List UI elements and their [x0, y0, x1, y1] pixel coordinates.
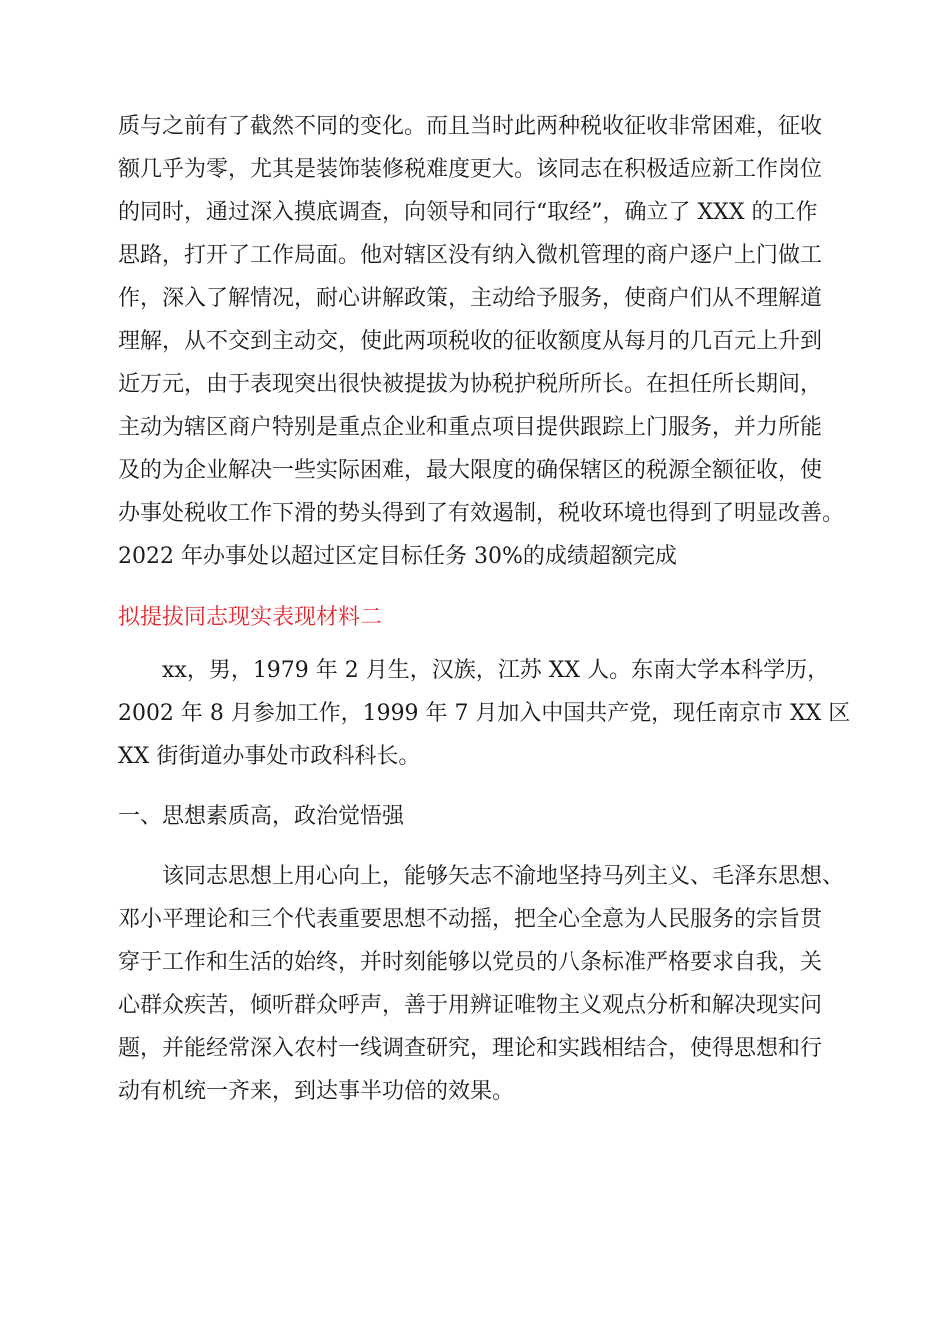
text-line: xx，男，1979 年 2 月生，汉族，江苏 XX 人。东南大学本科学历， [162, 658, 830, 683]
text-line: 2022 年办事处以超过区定目标任务 30%的成绩超额完成 [118, 544, 677, 569]
text-line: 质与之前有了截然不同的变化。而且当时此两种税收征收非常困难，征收 [118, 114, 823, 139]
text-line: 题，并能经常深入农村一线调查研究，理论和实践相结合，使得思想和行 [118, 1036, 823, 1061]
section-title: 拟提拔同志现实表现材料二 [118, 605, 383, 630]
heading-ideology: 一、思想素质高，政治觉悟强 [118, 804, 405, 829]
text-line: 思路，打开了工作局面。他对辖区没有纳入微机管理的商户逐户上门做工 [118, 243, 823, 268]
text-line: 作，深入了解情况，耐心讲解政策，主动给予服务，使商户们从不理解道 [118, 286, 823, 311]
text-line: 穿于工作和生活的始终，并时刻能够以党员的八条标准严格要求自我，关 [118, 950, 823, 975]
text-line: 的同时，通过深入摸底调查，向领导和同行“取经”，确立了 XXX 的工作 [118, 200, 818, 225]
text-line: 及的为企业解决一些实际困难，最大限度的确保辖区的税源全额征收，使 [118, 458, 823, 483]
text-line: 心群众疾苦，倾听群众呼声，善于用辨证唯物主义观点分析和解决现实问 [118, 993, 823, 1018]
text-line: 理解，从不交到主动交，使此两项税收的征收额度从每月的几百元上升到 [118, 329, 823, 354]
text-line: 办事处税收工作下滑的势头得到了有效遏制，税收环境也得到了明显改善。 [118, 501, 845, 526]
text-line: 该同志思想上用心向上，能够矢志不渝地坚持马列主义、毛泽东思想、 [162, 864, 845, 889]
text-line: 主动为辖区商户特别是重点企业和重点项目提供跟踪上门服务，并力所能 [118, 415, 823, 440]
text-line: 动有机统一齐来，到达事半功倍的效果。 [118, 1079, 515, 1104]
text-line: XX 街街道办事处市政科科长。 [118, 744, 421, 769]
text-line: 近万元，由于表现突出很快被提拔为协税护税所所长。在担任所长期间， [118, 372, 823, 397]
text-line: 额几乎为零，尤其是装饰装修税难度更大。该同志在积极适应新工作岗位 [118, 157, 823, 182]
text-line: 2002 年 8 月参加工作，1999 年 7 月加入中国共产党，现任南京市 XX 区 [118, 701, 851, 726]
text-line: 邓小平理论和三个代表重要思想不动摇，把全心全意为人民服务的宗旨贯 [118, 907, 823, 932]
